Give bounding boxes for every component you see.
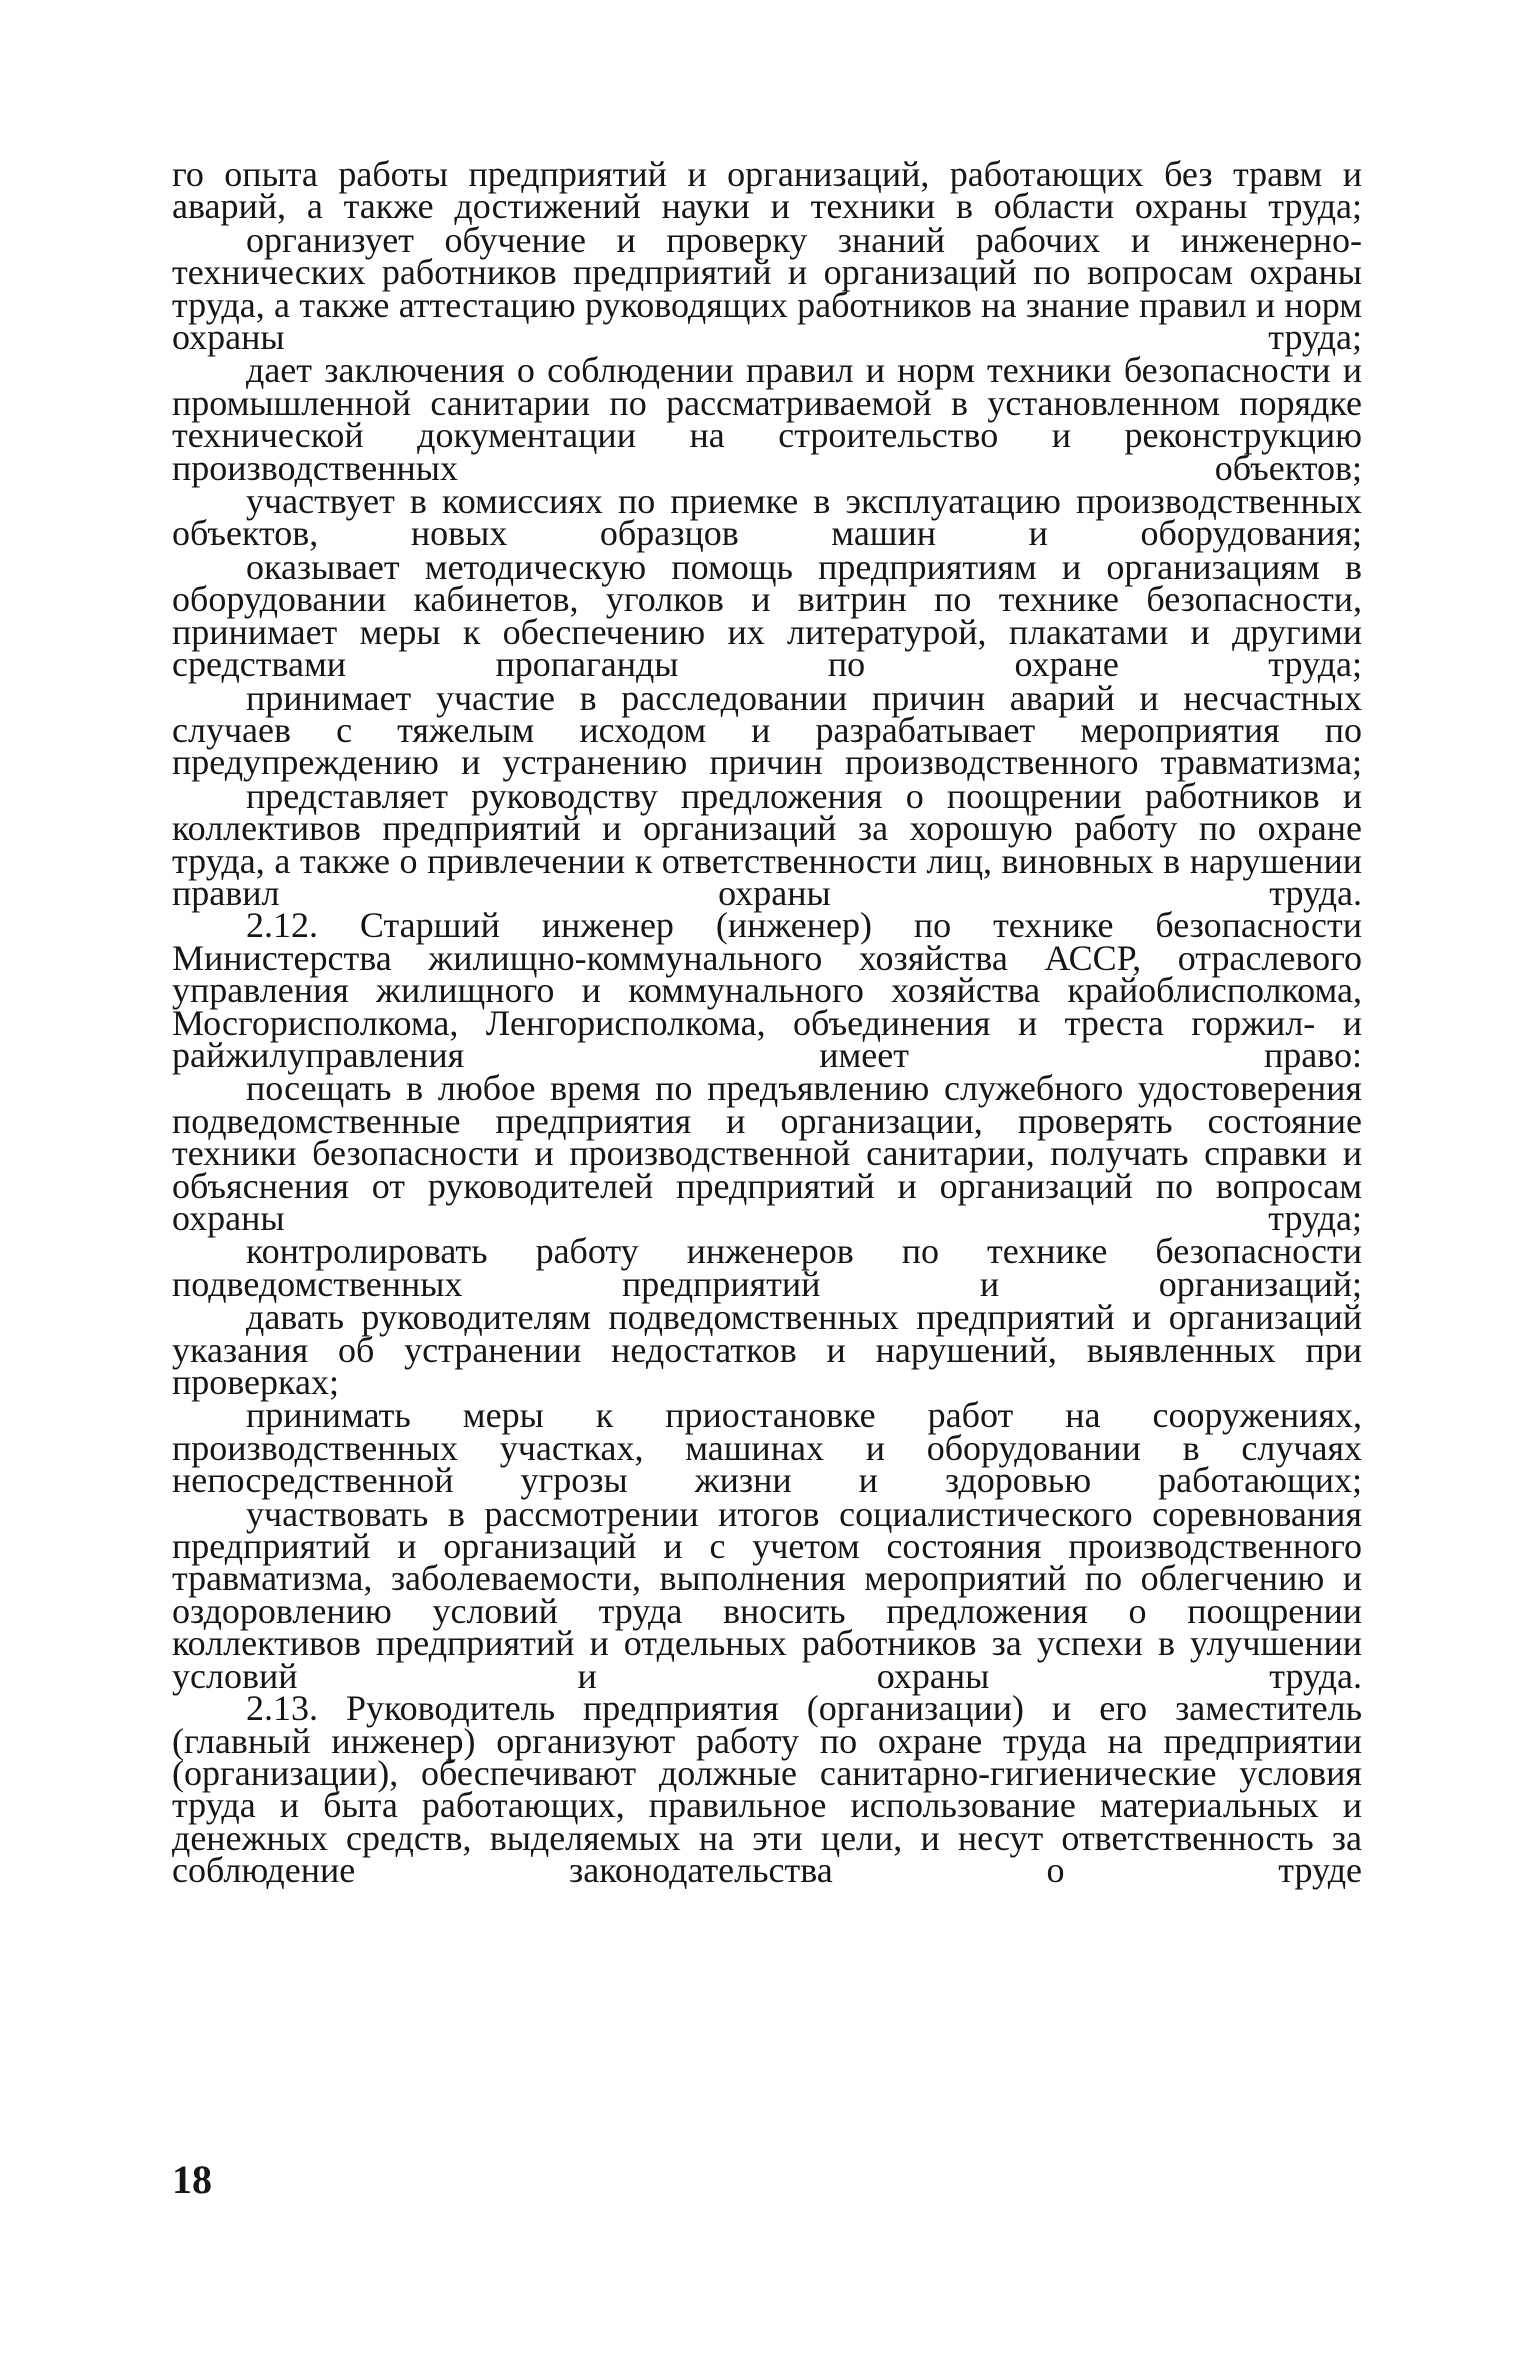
paragraph-stop-work: принимать меры к приостановке работ на сооружениях, производственных участках, машинах и оборудовании в случаях непосредственной угрозы жизни и здоровью работающих; [172,1395,1362,1501]
paragraph-investigation: принимает участие в расследовании причин аварий и несчастных случаев с тяжелым исходом и разрабатывает мероприятия по предупреждению и устранению причин производственного травматизма; [172,677,1362,783]
paragraph-proposals: представляет руководству предложения о поощрении работников и коллективов предприятий и организаций за хорошую работу по охране труда, а также о привлечении к ответственности лиц, виновных в нарушении правил охраны труда. [172,775,1362,913]
paragraph-methodical-help: оказывает методическую помощь предприятиям и организациям в оборудовании кабинетов, уголков и витрин по технике безопасности, принимает меры к обеспечению их литературой, плакатами и другими средствами пропаганды по охране труда; [172,546,1362,685]
paragraph-training: организует обучение и проверку знаний рабочих и инженерно-технических работников предприятий и организаций по вопросам охраны труда, а также аттестацию руководящих работников на знание правил и норм охраны труда; [172,219,1362,358]
body-text [172,154,1362,1891]
page-number: 18 [172,2157,212,2202]
paragraph-conclusions: дает заключения о соблюдении правил и норм техники безопасности и промышленной санитарии по рассматриваемой в установленном порядке технической документации на строительство и реконструкцию производственных объектов; [172,350,1362,488]
paragraph-visit-rights: посещать в любое время по предъявлению служебного удостоверения подведомственные предприятия и организации, проверять состояние техники безопасности и производственной санитарии, получать справки и объяснения от руководителей предприятий и организаций по вопросам охраны труда; [172,1068,1362,1238]
paragraph-commissions: участвует в комиссиях по приемке в эксплуатацию производственных объектов, новых образцов машин и оборудования; [172,481,1362,554]
paragraph-control: контролировать работу инженеров по технике безопасности подведомственных предприятий и организаций; [172,1231,1362,1304]
paragraph-instructions: давать руководителям подведомственных предприятий и организаций указания об устранении недостатков и нарушений, выявленных при проверках; [172,1297,1362,1403]
section-2-13: 2.13. Руководитель предприятия (организации) и его заместитель (главный инженер) организуют работу по охране труда на предприятии (организации), обеспечивают должные санитарно-гигиенические условия труда и быта работающих, правильное использование материальных и денежных средств, выделяемых на эти цели, и несут ответственность за соблюдение законодательства о труде [172,1688,1362,1891]
paragraph-continuation: го опыта работы предприятий и организаций, работающих без травм и аварий, а также достижений науки и техники в области охраны труда; [172,154,1362,227]
section-2-12: 2.12. Старший инженер (инженер) по технике безопасности Министерства жилищно-коммунального хозяйства АССР, отраслевого управления жилищного и коммунального хозяйства крайоблисполкома, Мосгорисполкома, Ленгорисполкома, объединения и треста горжил- и райжилуправления имеет право: [172,905,1362,1075]
paragraph-competition: участвовать в рассмотрении итогов социалистического соревнования предприятий и организаций и с учетом состояния производственного травматизма, заболеваемости, выполнения мероприятий по облегчению и оздоровлению условий труда вносить предложения о поощрении коллективов предприятий и отдельных работников за успехи в улучшении условий и охраны труда. [172,1493,1362,1696]
